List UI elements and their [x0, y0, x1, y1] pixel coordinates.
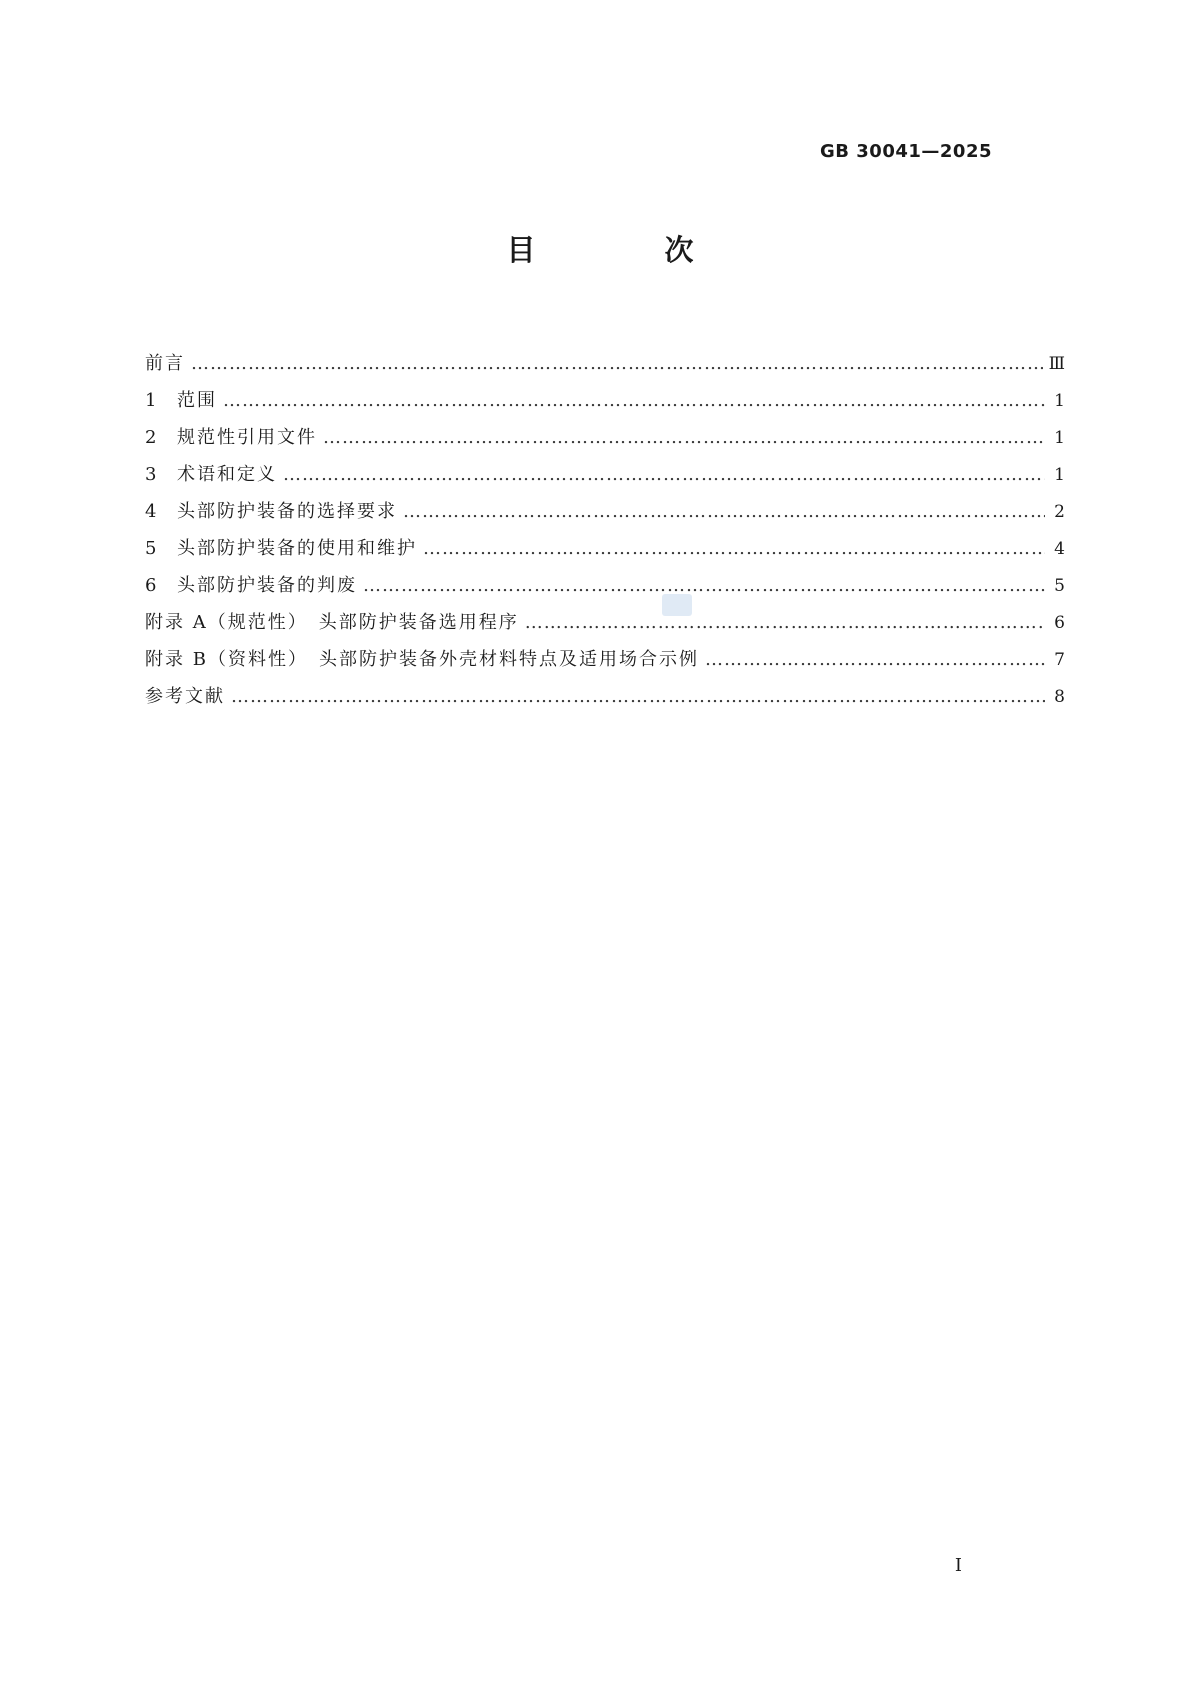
toc-entry-page: 1: [1054, 391, 1065, 411]
toc-entry-number: 6: [145, 575, 157, 596]
watermark-logo-icon: [662, 594, 692, 616]
toc-entry-label: 头部防护装备的选择要求: [177, 501, 397, 522]
toc-leader: [191, 345, 1043, 382]
toc-leader: [403, 493, 1045, 530]
toc-entry-terms-definitions[interactable]: [145, 456, 1065, 493]
toc-entry-annex-a[interactable]: [145, 604, 1065, 641]
toc-leader: [323, 419, 1045, 456]
toc-leader: [231, 678, 1045, 715]
toc-entry-label: 附录 A（规范性） 头部防护装备选用程序: [145, 612, 519, 633]
page-number: Ⅰ: [954, 1555, 962, 1576]
toc-entry-label: 规范性引用文件: [177, 427, 317, 448]
toc-list: [145, 345, 1065, 715]
toc-entry-page: 4: [1054, 539, 1065, 559]
toc-entry-discard[interactable]: [145, 567, 1065, 604]
toc-entry-use-maintenance[interactable]: [145, 530, 1065, 567]
toc-entry-number: 2: [145, 427, 157, 448]
toc-entry-label: 术语和定义: [177, 464, 277, 485]
toc-entry-page: 5: [1054, 576, 1065, 596]
toc-entry-number: 5: [145, 538, 157, 559]
toc-entry-page: Ⅲ: [1048, 354, 1065, 374]
toc-entry-number: 1: [145, 390, 157, 411]
toc-entry-selection-requirements[interactable]: [145, 493, 1065, 530]
toc-entry-label: 附录 B（资料性） 头部防护装备外壳材料特点及适用场合示例: [145, 649, 699, 670]
toc-title: 目 次: [506, 233, 744, 267]
toc-entry-normative-references[interactable]: [145, 419, 1065, 456]
toc-entry-page: 1: [1054, 465, 1065, 485]
toc-leader: [525, 604, 1045, 641]
toc-entry-scope[interactable]: [145, 382, 1065, 419]
toc-entry-page: 2: [1054, 502, 1065, 522]
toc-leader: [223, 382, 1045, 419]
toc-entry-label: 前言: [145, 353, 185, 374]
toc-entry-page: 7: [1054, 650, 1065, 670]
toc-entry-label: 范围: [177, 390, 217, 411]
toc-leader: [423, 530, 1045, 567]
toc-entry-bibliography[interactable]: [145, 678, 1065, 715]
toc-entry-page: 1: [1054, 428, 1065, 448]
toc-leader: [363, 567, 1045, 604]
toc-entry-annex-b[interactable]: [145, 641, 1065, 678]
toc-leader: [705, 641, 1045, 678]
toc-entry-page: 8: [1054, 687, 1065, 707]
toc-entry-foreword[interactable]: [145, 345, 1065, 382]
toc-entry-number: 4: [145, 501, 157, 522]
toc-entry-label: 参考文献: [145, 686, 225, 707]
toc-entry-page: 6: [1054, 613, 1065, 633]
document-code: GB 30041—2025: [820, 141, 992, 162]
toc-leader: [283, 456, 1045, 493]
toc-entry-label: 头部防护装备的使用和维护: [177, 538, 417, 559]
toc-entry-number: 3: [145, 464, 157, 485]
toc-entry-label: 头部防护装备的判废: [177, 575, 357, 596]
